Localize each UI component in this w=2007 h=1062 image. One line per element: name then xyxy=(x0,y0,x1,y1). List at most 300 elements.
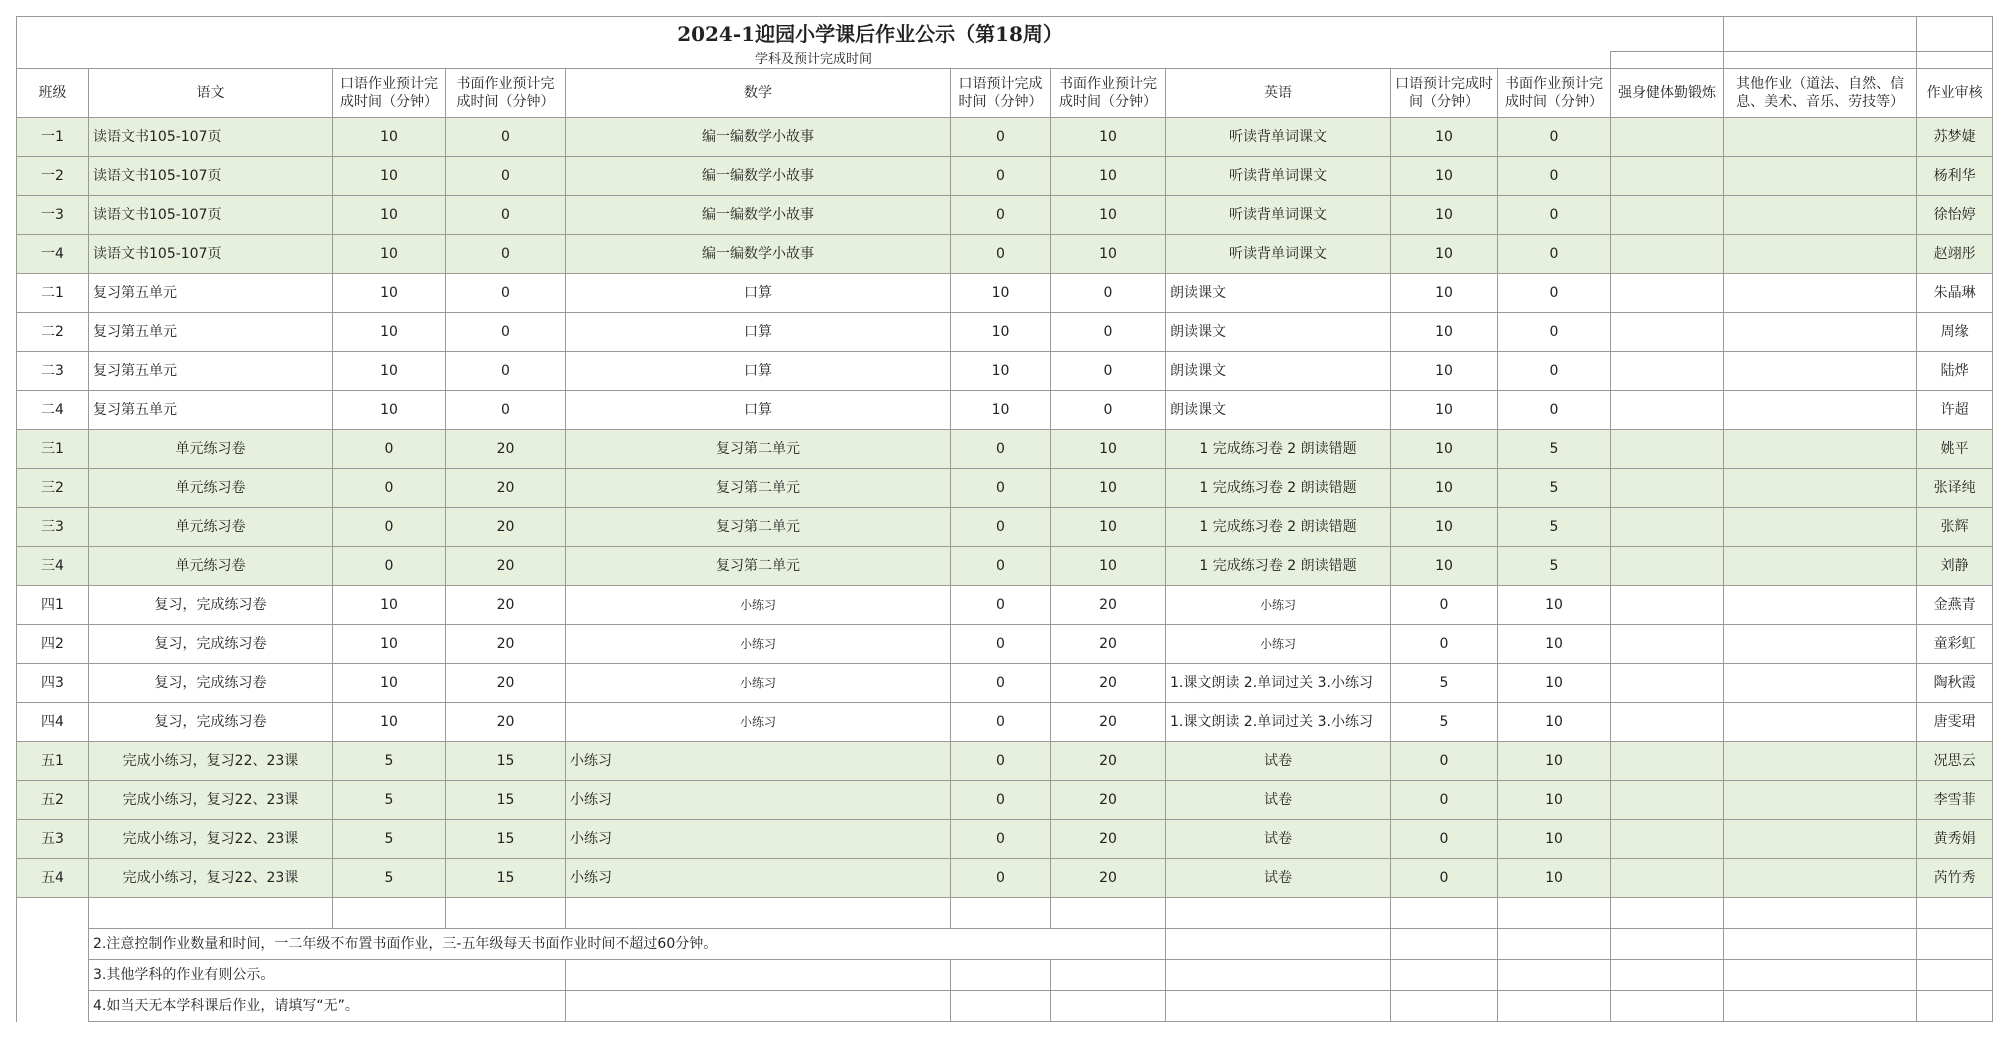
chinese-written-cell[interactable]: 20 xyxy=(446,586,566,625)
pe-cell[interactable] xyxy=(1611,625,1724,664)
chinese-cell[interactable]: 完成小练习，复习22、23课 xyxy=(89,742,333,781)
reviewer-cell[interactable]: 刘静 xyxy=(1917,547,1993,586)
blank-cell[interactable] xyxy=(951,991,1051,1022)
chinese-written-cell[interactable]: 0 xyxy=(446,157,566,196)
math-cell[interactable]: 编一编数学小故事 xyxy=(566,157,951,196)
math-written-cell[interactable]: 10 xyxy=(1051,235,1166,274)
english-cell[interactable]: 1.课文朗读 2.单词过关 3.小练习 xyxy=(1166,664,1391,703)
chinese-cell[interactable]: 复习，完成练习卷 xyxy=(89,703,333,742)
reviewer-cell[interactable]: 况思云 xyxy=(1917,742,1993,781)
blank-cell[interactable] xyxy=(1166,929,1391,960)
reviewer-cell[interactable]: 周缘 xyxy=(1917,313,1993,352)
chinese-oral-cell[interactable]: 5 xyxy=(333,859,446,898)
chinese-oral-cell[interactable]: 0 xyxy=(333,547,446,586)
math-oral-cell[interactable]: 0 xyxy=(951,625,1051,664)
other-cell[interactable] xyxy=(1724,859,1917,898)
other-cell[interactable] xyxy=(1724,508,1917,547)
other-cell[interactable] xyxy=(1724,820,1917,859)
math-oral-cell[interactable]: 0 xyxy=(951,703,1051,742)
class-cell[interactable]: 四1 xyxy=(17,586,89,625)
english-cell[interactable]: 听读背单词课文 xyxy=(1166,235,1391,274)
chinese-written-cell[interactable]: 20 xyxy=(446,703,566,742)
chinese-written-cell[interactable]: 15 xyxy=(446,859,566,898)
math-oral-cell[interactable]: 0 xyxy=(951,820,1051,859)
math-cell[interactable]: 小练习 xyxy=(566,820,951,859)
chinese-oral-cell[interactable]: 10 xyxy=(333,352,446,391)
table-row xyxy=(17,235,1993,274)
math-written-cell[interactable]: 10 xyxy=(1051,547,1166,586)
math-written-cell[interactable]: 10 xyxy=(1051,430,1166,469)
blank-cell[interactable] xyxy=(1611,960,1724,991)
chinese-oral-cell[interactable]: 10 xyxy=(333,313,446,352)
blank-cell[interactable] xyxy=(1051,960,1166,991)
class-cell[interactable]: 三1 xyxy=(17,430,89,469)
english-oral-cell[interactable]: 0 xyxy=(1391,625,1498,664)
chinese-oral-cell[interactable]: 5 xyxy=(333,742,446,781)
pe-cell[interactable] xyxy=(1611,235,1724,274)
other-cell[interactable] xyxy=(1724,664,1917,703)
english-cell[interactable]: 试卷 xyxy=(1166,742,1391,781)
chinese-written-cell[interactable]: 20 xyxy=(446,508,566,547)
chinese-oral-cell[interactable]: 10 xyxy=(333,625,446,664)
math-oral-cell[interactable]: 10 xyxy=(951,313,1051,352)
english-oral-cell[interactable]: 10 xyxy=(1391,391,1498,430)
math-cell[interactable]: 复习第二单元 xyxy=(566,508,951,547)
blank-cell[interactable] xyxy=(1611,929,1724,960)
english-written-cell[interactable]: 0 xyxy=(1498,196,1611,235)
other-cell[interactable] xyxy=(1724,391,1917,430)
pe-cell[interactable] xyxy=(1611,391,1724,430)
english-written-cell[interactable]: 10 xyxy=(1498,859,1611,898)
blank-cell[interactable] xyxy=(1166,898,1391,929)
math-cell[interactable]: 小练习 xyxy=(566,859,951,898)
chinese-oral-cell[interactable]: 0 xyxy=(333,469,446,508)
math-written-cell[interactable]: 20 xyxy=(1051,703,1166,742)
chinese-cell[interactable]: 复习，完成练习卷 xyxy=(89,625,333,664)
chinese-written-cell[interactable]: 0 xyxy=(446,313,566,352)
math-oral-cell[interactable]: 0 xyxy=(951,547,1051,586)
math-written-cell[interactable]: 20 xyxy=(1051,586,1166,625)
other-cell[interactable] xyxy=(1724,352,1917,391)
english-written-cell[interactable]: 0 xyxy=(1498,118,1611,157)
math-oral-cell[interactable]: 0 xyxy=(951,469,1051,508)
blank-cell[interactable] xyxy=(1391,991,1498,1022)
math-written-cell[interactable]: 10 xyxy=(1051,157,1166,196)
english-oral-cell[interactable]: 5 xyxy=(1391,664,1498,703)
english-oral-cell[interactable]: 0 xyxy=(1391,781,1498,820)
chinese-cell[interactable]: 复习，完成练习卷 xyxy=(89,664,333,703)
blank-cell[interactable] xyxy=(89,898,333,929)
english-oral-cell[interactable]: 0 xyxy=(1391,859,1498,898)
english-written-cell[interactable]: 0 xyxy=(1498,235,1611,274)
other-cell[interactable] xyxy=(1724,235,1917,274)
chinese-written-cell[interactable]: 0 xyxy=(446,196,566,235)
class-cell[interactable]: 五2 xyxy=(17,781,89,820)
blank-cell[interactable] xyxy=(566,960,951,991)
blank-cell[interactable] xyxy=(566,898,951,929)
other-cell[interactable] xyxy=(1724,703,1917,742)
other-cell[interactable] xyxy=(1724,547,1917,586)
blank-cell[interactable] xyxy=(1391,898,1498,929)
class-cell[interactable]: 五4 xyxy=(17,859,89,898)
english-written-cell[interactable]: 5 xyxy=(1498,469,1611,508)
math-written-cell[interactable]: 10 xyxy=(1051,196,1166,235)
reviewer-cell[interactable]: 张辉 xyxy=(1917,508,1993,547)
other-cell[interactable] xyxy=(1724,157,1917,196)
blank-cell[interactable] xyxy=(1051,898,1166,929)
math-oral-cell[interactable]: 0 xyxy=(951,586,1051,625)
math-written-cell[interactable]: 10 xyxy=(1051,469,1166,508)
math-cell[interactable]: 小练习 xyxy=(566,625,951,664)
english-oral-cell[interactable]: 10 xyxy=(1391,118,1498,157)
english-written-cell[interactable]: 0 xyxy=(1498,157,1611,196)
chinese-cell[interactable]: 完成小练习，复习22、23课 xyxy=(89,781,333,820)
math-cell[interactable]: 小练习 xyxy=(566,586,951,625)
english-oral-cell[interactable]: 10 xyxy=(1391,157,1498,196)
blank-cell[interactable] xyxy=(951,898,1051,929)
chinese-cell[interactable]: 完成小练习，复习22、23课 xyxy=(89,859,333,898)
other-cell[interactable] xyxy=(1724,274,1917,313)
math-oral-cell[interactable]: 0 xyxy=(951,859,1051,898)
chinese-oral-cell[interactable]: 10 xyxy=(333,235,446,274)
blank-cell[interactable] xyxy=(1498,960,1611,991)
chinese-oral-cell[interactable]: 10 xyxy=(333,586,446,625)
english-oral-cell[interactable]: 10 xyxy=(1391,274,1498,313)
english-cell[interactable]: 试卷 xyxy=(1166,781,1391,820)
chinese-oral-cell[interactable]: 10 xyxy=(333,391,446,430)
chinese-oral-cell[interactable]: 10 xyxy=(333,703,446,742)
class-cell[interactable]: 二2 xyxy=(17,313,89,352)
english-cell[interactable]: 1 完成练习卷 2 朗读错题 xyxy=(1166,547,1391,586)
other-cell[interactable] xyxy=(1724,196,1917,235)
blank-cell[interactable] xyxy=(951,960,1051,991)
chinese-cell[interactable]: 读语文书105-107页 xyxy=(89,196,333,235)
english-cell[interactable]: 1 完成练习卷 2 朗读错题 xyxy=(1166,469,1391,508)
pe-cell[interactable] xyxy=(1611,352,1724,391)
chinese-oral-cell[interactable]: 10 xyxy=(333,274,446,313)
other-cell[interactable] xyxy=(1724,781,1917,820)
blank-cell[interactable] xyxy=(1391,960,1498,991)
reviewer-cell[interactable]: 苏梦婕 xyxy=(1917,118,1993,157)
reviewer-cell[interactable]: 朱晶琳 xyxy=(1917,274,1993,313)
pe-cell[interactable] xyxy=(1611,469,1724,508)
reviewer-cell[interactable]: 唐雯珺 xyxy=(1917,703,1993,742)
math-written-cell[interactable]: 0 xyxy=(1051,352,1166,391)
blank-cell[interactable] xyxy=(1724,898,1917,929)
english-oral-cell[interactable]: 0 xyxy=(1391,586,1498,625)
math-written-cell[interactable]: 20 xyxy=(1051,742,1166,781)
english-cell[interactable]: 朗读课文 xyxy=(1166,352,1391,391)
math-written-cell[interactable]: 20 xyxy=(1051,859,1166,898)
chinese-written-cell[interactable]: 0 xyxy=(446,391,566,430)
math-oral-cell[interactable]: 10 xyxy=(951,391,1051,430)
english-written-cell[interactable]: 10 xyxy=(1498,820,1611,859)
reviewer-cell[interactable]: 芮竹秀 xyxy=(1917,859,1993,898)
blank-cell[interactable] xyxy=(1917,960,1993,991)
pe-cell[interactable] xyxy=(1611,664,1724,703)
math-cell[interactable]: 复习第二单元 xyxy=(566,469,951,508)
english-oral-cell[interactable]: 0 xyxy=(1391,742,1498,781)
pe-cell[interactable] xyxy=(1611,586,1724,625)
pe-cell[interactable] xyxy=(1611,430,1724,469)
pe-cell[interactable] xyxy=(1611,742,1724,781)
english-written-cell[interactable]: 0 xyxy=(1498,313,1611,352)
chinese-cell[interactable]: 完成小练习，复习22、23课 xyxy=(89,820,333,859)
pe-cell[interactable] xyxy=(1611,274,1724,313)
reviewer-cell[interactable]: 姚平 xyxy=(1917,430,1993,469)
blank-cell[interactable] xyxy=(1498,898,1611,929)
chinese-written-cell[interactable]: 0 xyxy=(446,274,566,313)
chinese-written-cell[interactable]: 15 xyxy=(446,781,566,820)
reviewer-cell[interactable]: 杨利华 xyxy=(1917,157,1993,196)
chinese-cell[interactable]: 单元练习卷 xyxy=(89,430,333,469)
chinese-written-cell[interactable]: 15 xyxy=(446,820,566,859)
english-cell[interactable]: 朗读课文 xyxy=(1166,391,1391,430)
english-oral-cell[interactable]: 10 xyxy=(1391,313,1498,352)
other-cell[interactable] xyxy=(1724,430,1917,469)
english-cell[interactable]: 朗读课文 xyxy=(1166,313,1391,352)
english-oral-cell[interactable]: 10 xyxy=(1391,430,1498,469)
english-written-cell[interactable]: 10 xyxy=(1498,703,1611,742)
chinese-oral-cell[interactable]: 0 xyxy=(333,508,446,547)
math-oral-cell[interactable]: 10 xyxy=(951,274,1051,313)
english-written-cell[interactable]: 10 xyxy=(1498,742,1611,781)
english-written-cell[interactable]: 10 xyxy=(1498,586,1611,625)
class-cell[interactable]: 四3 xyxy=(17,664,89,703)
class-cell[interactable]: 一3 xyxy=(17,196,89,235)
blank-cell[interactable] xyxy=(446,898,566,929)
class-cell[interactable]: 三2 xyxy=(17,469,89,508)
pe-cell[interactable] xyxy=(1611,313,1724,352)
other-cell[interactable] xyxy=(1724,586,1917,625)
blank-cell[interactable] xyxy=(1166,991,1391,1022)
reviewer-cell[interactable]: 张译纯 xyxy=(1917,469,1993,508)
english-written-cell[interactable]: 0 xyxy=(1498,352,1611,391)
english-oral-cell[interactable]: 10 xyxy=(1391,547,1498,586)
math-written-cell[interactable]: 10 xyxy=(1051,118,1166,157)
english-cell[interactable]: 1 完成练习卷 2 朗读错题 xyxy=(1166,430,1391,469)
english-cell[interactable]: 小练习 xyxy=(1166,586,1391,625)
other-cell[interactable] xyxy=(1724,625,1917,664)
class-cell[interactable]: 一2 xyxy=(17,157,89,196)
chinese-written-cell[interactable]: 0 xyxy=(446,352,566,391)
math-written-cell[interactable]: 20 xyxy=(1051,664,1166,703)
english-written-cell[interactable]: 5 xyxy=(1498,430,1611,469)
chinese-written-cell[interactable]: 20 xyxy=(446,547,566,586)
blank-cell[interactable] xyxy=(333,898,446,929)
pe-cell[interactable] xyxy=(1611,859,1724,898)
pe-cell[interactable] xyxy=(1611,820,1724,859)
blank-cell[interactable] xyxy=(1498,991,1611,1022)
blank-cell[interactable] xyxy=(1051,991,1166,1022)
class-cell[interactable]: 二3 xyxy=(17,352,89,391)
english-cell[interactable]: 小练习 xyxy=(1166,625,1391,664)
math-cell[interactable]: 小练习 xyxy=(566,742,951,781)
pe-cell[interactable] xyxy=(1611,196,1724,235)
chinese-written-cell[interactable]: 0 xyxy=(446,235,566,274)
other-cell[interactable] xyxy=(1724,469,1917,508)
chinese-written-cell[interactable]: 20 xyxy=(446,625,566,664)
blank-cell[interactable] xyxy=(1611,898,1724,929)
english-cell[interactable]: 朗读课文 xyxy=(1166,274,1391,313)
class-cell[interactable]: 三4 xyxy=(17,547,89,586)
reviewer-cell[interactable]: 赵翊彤 xyxy=(1917,235,1993,274)
class-cell[interactable]: 一1 xyxy=(17,118,89,157)
class-cell[interactable]: 五3 xyxy=(17,820,89,859)
class-cell[interactable]: 四4 xyxy=(17,703,89,742)
english-cell[interactable]: 1 完成练习卷 2 朗读错题 xyxy=(1166,508,1391,547)
reviewer-cell[interactable]: 李雪菲 xyxy=(1917,781,1993,820)
chinese-oral-cell[interactable]: 5 xyxy=(333,820,446,859)
math-cell[interactable]: 小练习 xyxy=(566,664,951,703)
math-cell[interactable]: 编一编数学小故事 xyxy=(566,118,951,157)
blank-cell[interactable] xyxy=(1917,898,1993,929)
chinese-cell[interactable]: 单元练习卷 xyxy=(89,469,333,508)
math-oral-cell[interactable]: 0 xyxy=(951,781,1051,820)
chinese-cell[interactable]: 复习第五单元 xyxy=(89,313,333,352)
reviewer-cell[interactable]: 黄秀娟 xyxy=(1917,820,1993,859)
math-oral-cell[interactable]: 0 xyxy=(951,118,1051,157)
blank-cell[interactable] xyxy=(1917,991,1993,1022)
table-row xyxy=(17,508,1993,547)
chinese-oral-cell[interactable]: 10 xyxy=(333,664,446,703)
pe-cell[interactable] xyxy=(1611,781,1724,820)
math-cell[interactable]: 编一编数学小故事 xyxy=(566,196,951,235)
chinese-cell[interactable]: 复习第五单元 xyxy=(89,391,333,430)
chinese-oral-cell[interactable]: 0 xyxy=(333,430,446,469)
english-written-cell[interactable]: 10 xyxy=(1498,781,1611,820)
english-oral-cell[interactable]: 10 xyxy=(1391,469,1498,508)
chinese-oral-cell[interactable]: 10 xyxy=(333,118,446,157)
class-cell[interactable]: 五1 xyxy=(17,742,89,781)
pe-cell[interactable] xyxy=(1611,157,1724,196)
chinese-cell[interactable]: 读语文书105-107页 xyxy=(89,157,333,196)
reviewer-cell[interactable]: 金燕青 xyxy=(1917,586,1993,625)
math-cell[interactable]: 复习第二单元 xyxy=(566,547,951,586)
math-oral-cell[interactable]: 0 xyxy=(951,742,1051,781)
math-cell[interactable]: 口算 xyxy=(566,313,951,352)
blank-cell[interactable] xyxy=(17,898,89,1022)
math-cell[interactable]: 编一编数学小故事 xyxy=(566,235,951,274)
chinese-oral-cell[interactable]: 10 xyxy=(333,157,446,196)
reviewer-cell[interactable]: 童彩虹 xyxy=(1917,625,1993,664)
english-oral-cell[interactable]: 10 xyxy=(1391,508,1498,547)
english-written-cell[interactable]: 5 xyxy=(1498,547,1611,586)
math-written-cell[interactable]: 10 xyxy=(1051,508,1166,547)
english-oral-cell[interactable]: 0 xyxy=(1391,820,1498,859)
class-cell[interactable]: 一4 xyxy=(17,235,89,274)
english-written-cell[interactable]: 5 xyxy=(1498,508,1611,547)
chinese-cell[interactable]: 读语文书105-107页 xyxy=(89,235,333,274)
reviewer-cell[interactable]: 陆烨 xyxy=(1917,352,1993,391)
reviewer-cell[interactable]: 陶秋霞 xyxy=(1917,664,1993,703)
english-cell[interactable]: 试卷 xyxy=(1166,859,1391,898)
class-cell[interactable]: 二4 xyxy=(17,391,89,430)
math-written-cell[interactable]: 20 xyxy=(1051,820,1166,859)
math-cell[interactable]: 小练习 xyxy=(566,703,951,742)
blank-cell[interactable] xyxy=(566,991,951,1022)
class-cell[interactable]: 三3 xyxy=(17,508,89,547)
blank-cell[interactable] xyxy=(1498,929,1611,960)
english-cell[interactable]: 1.课文朗读 2.单词过关 3.小练习 xyxy=(1166,703,1391,742)
chinese-written-cell[interactable]: 20 xyxy=(446,469,566,508)
chinese-cell[interactable]: 复习第五单元 xyxy=(89,352,333,391)
math-oral-cell[interactable]: 0 xyxy=(951,157,1051,196)
english-oral-cell[interactable]: 10 xyxy=(1391,196,1498,235)
blank-cell[interactable] xyxy=(1724,991,1917,1022)
english-cell[interactable]: 听读背单词课文 xyxy=(1166,157,1391,196)
blank-cell[interactable] xyxy=(1724,960,1917,991)
chinese-written-cell[interactable]: 20 xyxy=(446,664,566,703)
math-cell[interactable]: 口算 xyxy=(566,274,951,313)
pe-cell[interactable] xyxy=(1611,703,1724,742)
chinese-oral-cell[interactable]: 10 xyxy=(333,196,446,235)
english-cell[interactable]: 听读背单词课文 xyxy=(1166,118,1391,157)
english-written-cell[interactable]: 0 xyxy=(1498,274,1611,313)
other-cell[interactable] xyxy=(1724,742,1917,781)
math-oral-cell[interactable]: 0 xyxy=(951,235,1051,274)
blank-cell[interactable] xyxy=(1611,991,1724,1022)
class-cell[interactable]: 二1 xyxy=(17,274,89,313)
chinese-cell[interactable]: 复习第五单元 xyxy=(89,274,333,313)
english-written-cell[interactable]: 0 xyxy=(1498,391,1611,430)
blank-cell[interactable] xyxy=(1917,929,1993,960)
pe-cell[interactable] xyxy=(1611,508,1724,547)
chinese-written-cell[interactable]: 15 xyxy=(446,742,566,781)
math-written-cell[interactable]: 20 xyxy=(1051,625,1166,664)
math-cell[interactable]: 口算 xyxy=(566,352,951,391)
english-cell[interactable]: 听读背单词课文 xyxy=(1166,196,1391,235)
math-oral-cell[interactable]: 10 xyxy=(951,352,1051,391)
pe-cell[interactable] xyxy=(1611,547,1724,586)
chinese-written-cell[interactable]: 0 xyxy=(446,118,566,157)
math-written-cell[interactable]: 0 xyxy=(1051,274,1166,313)
math-oral-cell[interactable]: 0 xyxy=(951,196,1051,235)
math-oral-cell[interactable]: 0 xyxy=(951,664,1051,703)
english-oral-cell[interactable]: 5 xyxy=(1391,703,1498,742)
blank-cell[interactable] xyxy=(1391,929,1498,960)
blank-cell[interactable] xyxy=(1166,960,1391,991)
english-oral-cell[interactable]: 10 xyxy=(1391,352,1498,391)
reviewer-cell[interactable]: 徐怡婷 xyxy=(1917,196,1993,235)
other-cell[interactable] xyxy=(1724,118,1917,157)
math-written-cell[interactable]: 0 xyxy=(1051,391,1166,430)
math-written-cell[interactable]: 20 xyxy=(1051,781,1166,820)
english-written-cell[interactable]: 10 xyxy=(1498,664,1611,703)
math-cell[interactable]: 小练习 xyxy=(566,781,951,820)
chinese-oral-cell[interactable]: 5 xyxy=(333,781,446,820)
math-written-cell[interactable]: 0 xyxy=(1051,313,1166,352)
chinese-cell[interactable]: 读语文书105-107页 xyxy=(89,118,333,157)
other-cell[interactable] xyxy=(1724,313,1917,352)
chinese-written-cell[interactable]: 20 xyxy=(446,430,566,469)
math-oral-cell[interactable]: 0 xyxy=(951,508,1051,547)
header-class: 班级 xyxy=(17,69,89,118)
chinese-cell[interactable]: 单元练习卷 xyxy=(89,547,333,586)
blank-cell[interactable] xyxy=(1724,929,1917,960)
chinese-cell[interactable]: 单元练习卷 xyxy=(89,508,333,547)
math-oral-cell[interactable]: 0 xyxy=(951,430,1051,469)
math-cell[interactable]: 口算 xyxy=(566,391,951,430)
class-cell[interactable]: 四2 xyxy=(17,625,89,664)
math-cell[interactable]: 复习第二单元 xyxy=(566,430,951,469)
english-written-cell[interactable]: 10 xyxy=(1498,625,1611,664)
english-cell[interactable]: 试卷 xyxy=(1166,820,1391,859)
english-oral-cell[interactable]: 10 xyxy=(1391,235,1498,274)
reviewer-cell[interactable]: 许超 xyxy=(1917,391,1993,430)
chinese-cell[interactable]: 复习，完成练习卷 xyxy=(89,586,333,625)
pe-cell[interactable] xyxy=(1611,118,1724,157)
